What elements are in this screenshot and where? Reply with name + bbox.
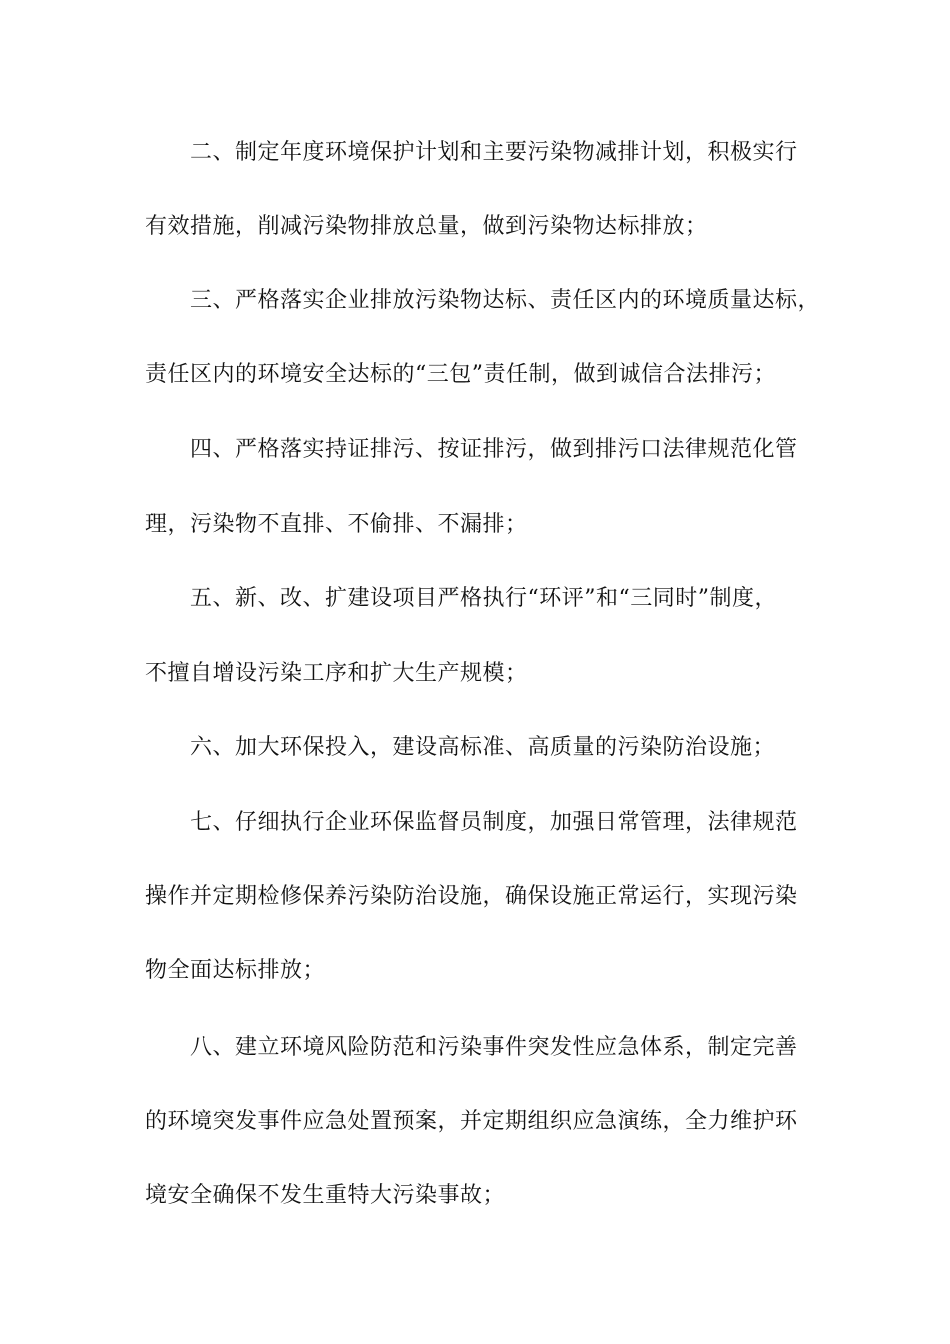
paragraph-7-line-2: 操作并定期检修保养污染防治设施，确保设施正常运行，实现污染 (145, 884, 798, 909)
paragraph-4-line-1: 四、严格落实持证排污、按证排污，做到排污口法律规范化管 (190, 437, 798, 462)
paragraph-8-line-1: 八、建立环境风险防范和污染事件突发性应急体系，制定完善 (190, 1035, 798, 1060)
paragraph-2-line-2: 有效措施，削减污染物排放总量，做到污染物达标排放； (145, 214, 708, 239)
paragraph-8-line-2: 的环境突发事件应急处置预案，并定期组织应急演练，全力维护环 (145, 1109, 798, 1134)
paragraph-4-line-2: 理，污染物不直排、不偷排、不漏排； (145, 512, 528, 537)
paragraph-7-line-1: 七、仔细执行企业环保监督员制度，加强日常管理，法律规范 (190, 810, 798, 835)
paragraph-2-line-1: 二、制定年度环境保护计划和主要污染物减排计划，积极实行 (190, 140, 798, 165)
paragraph-8-line-3: 境安全确保不发生重特大污染事故； (145, 1183, 506, 1208)
paragraph-7-line-3: 物全面达标排放； (145, 958, 326, 983)
paragraph-5-line-2: 不擅自增设污染工序和扩大生产规模； (145, 661, 528, 686)
paragraph-6-line-1: 六、加大环保投入，建设高标准、高质量的污染防治设施； (190, 735, 776, 760)
paragraph-5-line-1: 五、新、改、扩建设项目严格执行“环评”和“三同时”制度， (190, 586, 777, 611)
paragraph-3-line-1: 三、严格落实企业排放污染物达标、责任区内的环境质量达标， (190, 288, 821, 313)
paragraph-3-line-2: 责任区内的环境安全达标的“三包”责任制，做到诚信合法排污； (145, 362, 776, 387)
